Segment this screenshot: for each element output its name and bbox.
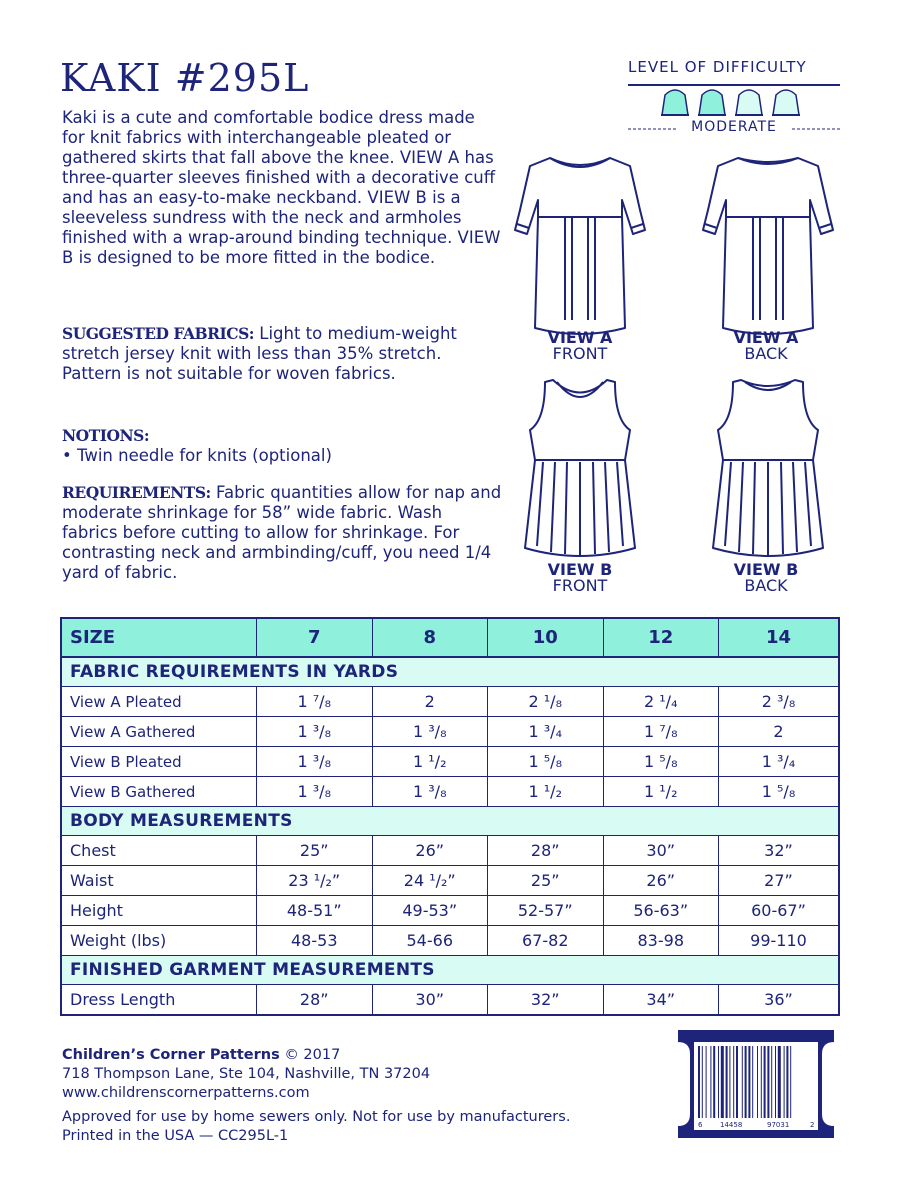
- notions: [62, 426, 502, 466]
- usage-notice: [62, 1108, 570, 1146]
- table-cell: 25”: [257, 836, 373, 866]
- barcode-bar: [786, 1046, 788, 1118]
- requirements: [62, 483, 502, 583]
- difficulty-level-label: MODERATE: [691, 119, 777, 135]
- table-cell: 99-110: [719, 926, 840, 956]
- table-cell: 1 ³/₄: [719, 747, 840, 777]
- table-cell: 1 ¹/₂: [603, 777, 719, 807]
- barcode-bar: [752, 1046, 753, 1118]
- dress-illustrations: [505, 150, 845, 600]
- table-cell: 25”: [488, 866, 604, 896]
- difficulty-meter: [658, 87, 803, 117]
- barcode-bar: [710, 1046, 711, 1118]
- size-header-cell: SIZE: [61, 618, 257, 657]
- table-cell: 1 ⁷/₈: [603, 717, 719, 747]
- barcode-bar: [718, 1046, 719, 1118]
- barcode-bar: [745, 1046, 747, 1118]
- barcode-digit: 2: [810, 1121, 815, 1129]
- table-row: [61, 747, 839, 777]
- thimble-icon: [732, 87, 766, 117]
- table-cell: 34”: [603, 985, 719, 1016]
- view-b-back-drawing: [713, 380, 823, 556]
- table-cell: 1 ³/₈: [257, 747, 373, 777]
- table-cell: 32”: [719, 836, 840, 866]
- printed-notice: Printed in the USA — CC295L-1: [62, 1128, 289, 1144]
- barcode-digit: 6: [698, 1121, 703, 1129]
- view-b-back-label: VIEW B BACK: [733, 560, 799, 595]
- barcode-bar: [757, 1046, 758, 1118]
- table-row: [61, 777, 839, 807]
- suggested-fabrics: [62, 324, 502, 384]
- section-header-row: [61, 956, 839, 985]
- barcode-bar: [729, 1046, 730, 1118]
- view-a-back-drawing: [703, 158, 833, 334]
- row-label: Chest: [61, 836, 257, 866]
- row-label: View B Pleated: [61, 747, 257, 777]
- barcode-bar: [748, 1046, 750, 1118]
- table-cell: 26”: [372, 836, 488, 866]
- barcode-bar: [761, 1046, 762, 1118]
- company-address: 718 Thompson Lane, Ste 104, Nashville, TN 37204: [62, 1066, 431, 1082]
- table-row: [61, 836, 839, 866]
- company-website[interactable]: www.childrenscornerpatterns.com: [62, 1085, 310, 1101]
- table-cell: 67-82: [488, 926, 604, 956]
- barcode-digit: 97031: [767, 1121, 790, 1129]
- view-b-front-drawing: [525, 380, 635, 556]
- table-cell: 1 ¹/₂: [488, 777, 604, 807]
- table-cell: 48-51”: [257, 896, 373, 926]
- size-header-cell: 12: [603, 618, 719, 657]
- table-cell: 1 ³/₄: [488, 717, 604, 747]
- row-label: View B Gathered: [61, 777, 257, 807]
- barcode-bar: [736, 1046, 738, 1118]
- table-cell: 30”: [603, 836, 719, 866]
- barcode-digit: 14458: [720, 1121, 743, 1129]
- table-cell: 2 ¹/₄: [603, 687, 719, 717]
- section-title: BODY MEASUREMENTS: [61, 807, 839, 836]
- view-a-front-drawing: [515, 158, 645, 334]
- pattern-description: Kaki is a cute and comfortable bodice dress made for knit fabrics with interchangeable pleated or gathered skirts that fall above the knee. VIEW A has three-quarter sleeves finished with a decorative cuff and has an easy-to-make neckband. VIEW B is a sleeveless sundress with the neck and armholes finished with a wrap-around binding technique. VIEW B is designed to be more fitted in the bodice.: [62, 108, 501, 267]
- table-row: [61, 896, 839, 926]
- table-cell: 27”: [719, 866, 840, 896]
- table-cell: 83-98: [603, 926, 719, 956]
- size-header-cell: 7: [257, 618, 373, 657]
- thimble-icon: [695, 87, 729, 117]
- view-a-back-label: VIEW A BACK: [733, 328, 799, 363]
- size-chart-table: [60, 617, 840, 1016]
- size-header-cell: 14: [719, 618, 840, 657]
- table-cell: 32”: [488, 985, 604, 1016]
- size-header-row: [61, 618, 839, 657]
- table-row: [61, 717, 839, 747]
- table-row: [61, 985, 839, 1016]
- table-row: [61, 866, 839, 896]
- barcode-bar: [771, 1046, 772, 1118]
- barcode-bar: [713, 1046, 715, 1118]
- table-row: [61, 926, 839, 956]
- table-cell: 1 ⁵/₈: [488, 747, 604, 777]
- difficulty-title: LEVEL OF DIFFICULTY: [628, 58, 807, 76]
- row-label: View A Pleated: [61, 687, 257, 717]
- approved-notice: Approved for use by home sewers only. Not for use by manufacturers.: [62, 1109, 571, 1125]
- table-cell: 54-66: [372, 926, 488, 956]
- table-cell: 1 ³/₈: [257, 777, 373, 807]
- table-cell: 24 ¹/₂”: [372, 866, 488, 896]
- table-cell: 2: [372, 687, 488, 717]
- barcode-bar: [767, 1046, 769, 1118]
- requirements-text: Fabric quantities allow for nap and moderate shrinkage for 58” wide fabric. Wash fabrics before cutting to allow for shrinkage. For contrasting neck and armbinding/cuff, you need 1/4 yard of fabric.: [62, 483, 502, 582]
- table-cell: 1 ⁷/₈: [257, 687, 373, 717]
- barcode-bar: [784, 1046, 785, 1118]
- thimble-icon: [658, 87, 692, 117]
- pattern-title: KAKI #295L: [60, 56, 310, 100]
- notions-item: • Twin needle for knits (optional): [62, 446, 332, 465]
- barcode-bar: [764, 1046, 766, 1118]
- table-cell: 49-53”: [372, 896, 488, 926]
- barcode-bar: [698, 1046, 700, 1118]
- table-cell: 52-57”: [488, 896, 604, 926]
- barcode: [672, 1030, 840, 1138]
- view-a-front-label: VIEW A FRONT: [547, 328, 613, 363]
- row-label: Weight (lbs): [61, 926, 257, 956]
- barcode-bar: [702, 1046, 703, 1118]
- barcode-bar: [742, 1046, 743, 1118]
- table-cell: 1 ³/₈: [257, 717, 373, 747]
- view-b-front-label: VIEW B FRONT: [547, 560, 613, 595]
- table-row: [61, 687, 839, 717]
- row-label: Height: [61, 896, 257, 926]
- table-cell: 48-53: [257, 926, 373, 956]
- thimble-icon: [769, 87, 803, 117]
- table-cell: 26”: [603, 866, 719, 896]
- section-title: FINISHED GARMENT MEASUREMENTS: [61, 956, 839, 985]
- table-cell: 1 ¹/₂: [372, 747, 488, 777]
- table-cell: 2 ³/₈: [719, 687, 840, 717]
- table-cell: 56-63”: [603, 896, 719, 926]
- row-label: Dress Length: [61, 985, 257, 1016]
- difficulty-level: [628, 119, 840, 135]
- table-cell: 23 ¹/₂”: [257, 866, 373, 896]
- table-cell: 1 ³/₈: [372, 717, 488, 747]
- table-cell: 1 ³/₈: [372, 777, 488, 807]
- barcode-bar: [706, 1046, 707, 1118]
- company-name: Children’s Corner Patterns: [62, 1047, 280, 1063]
- size-header-cell: 10: [488, 618, 604, 657]
- row-label: View A Gathered: [61, 717, 257, 747]
- size-table-body: [61, 657, 839, 1015]
- table-cell: 2 ¹/₈: [488, 687, 604, 717]
- table-cell: 1 ⁵/₈: [719, 777, 840, 807]
- suggested-fabrics-text: Light to medium-weight stretch jersey knit with less than 35% stretch. Pattern is not suitable for woven fabrics.: [62, 324, 457, 383]
- section-title: FABRIC REQUIREMENTS IN YARDS: [61, 657, 839, 687]
- section-header-row: [61, 807, 839, 836]
- row-label: Waist: [61, 866, 257, 896]
- suggested-fabrics-heading: SUGGESTED FABRICS:: [62, 324, 254, 343]
- notions-heading: NOTIONS:: [62, 426, 150, 445]
- barcode-bar: [721, 1046, 724, 1118]
- difficulty-divider: [628, 84, 840, 86]
- table-cell: 28”: [488, 836, 604, 866]
- size-header-cell: 8: [372, 618, 488, 657]
- table-cell: 28”: [257, 985, 373, 1016]
- barcode-bar: [726, 1046, 728, 1118]
- table-cell: 30”: [372, 985, 488, 1016]
- table-cell: 2: [719, 717, 840, 747]
- barcode-bar: [775, 1046, 776, 1118]
- publisher-info: [62, 1046, 430, 1103]
- copyright: © 2017: [279, 1047, 341, 1063]
- barcode-bar: [733, 1046, 734, 1118]
- table-cell: 1 ⁵/₈: [603, 747, 719, 777]
- barcode-bar: [778, 1046, 781, 1118]
- requirements-heading: REQUIREMENTS:: [62, 483, 211, 502]
- table-cell: 60-67”: [719, 896, 840, 926]
- section-header-row: [61, 657, 839, 687]
- barcode-bar: [790, 1046, 791, 1118]
- table-cell: 36”: [719, 985, 840, 1016]
